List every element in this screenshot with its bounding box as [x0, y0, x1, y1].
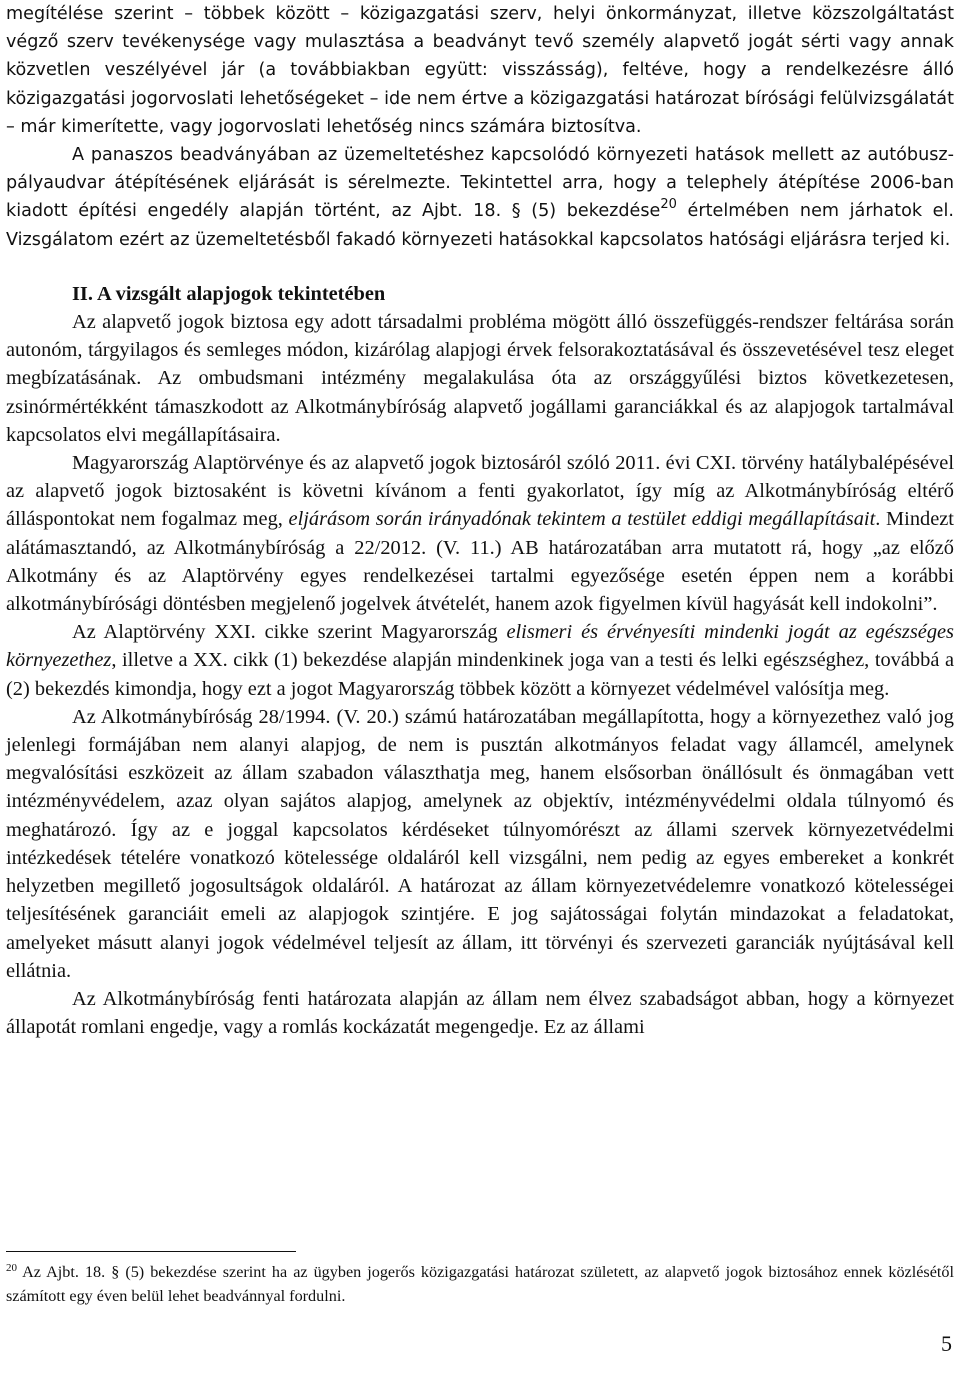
- paragraph-complaint: [6, 141, 954, 254]
- paragraph-article-xxi: [6, 618, 954, 703]
- footnote-reference: 20: [660, 197, 677, 213]
- fundamental-law-italic: eljárásom során irányadónak tekintem a testület eddigi megállapításait: [288, 508, 876, 531]
- fundamental-law-text: Magyarország Alaptörvénye és az alapvető jogok biztosáról szóló 2011. évi CXI. törvény hatálybalépésével az alapvető jogok biztosaként is követni kívánom a fenti gyakorlatot, így míg az Alkotmánybíróság eltérő álláspontokat nem fogalmaz meg,: [6, 452, 954, 531]
- footnote: [6, 1260, 954, 1308]
- section-heading: [6, 280, 954, 308]
- body-text: [6, 0, 954, 1041]
- section-number: II.: [72, 282, 93, 305]
- paragraph-state-obligation: Az Alkotmánybíróság fenti határozata alapján az állam nem élvez szabadságot abban, hogy a környezet állapotát romlani engedje, vagy a romlás kockázatát megengedje. Ez az állami: [6, 987, 954, 1039]
- footnote-number: 20: [6, 1262, 17, 1274]
- complaint-exclusion: Tekintettel arra, hogy a telephely átépítése 2006-ban kiadott építési engedély alapján történt, az Ajbt. 18. § (5) bekezdése: [6, 173, 954, 222]
- article-xxi-italic: elismeri és érvényesíti mindenki jogát az egészséges környezethez: [6, 621, 954, 672]
- paragraph-constitutional-court-1994: Az Alkotmánybíróság 28/1994. (V. 20.) számú határozatában megállapította, hogy a környezethez való jog jelenlegi formájában nem alanyi alapjog, de nem is pusztán alkotmányos feladat vagy államcél, amelynek megvalósítási eszközeit az állam szabadon választhatja meg, hanem elsősorban önállósult és önmagában vett intézményvédelem, azaz olyan sajátos alapjog, amelynek az objektív, intézményvédelmi oldala túlnyomó és meghatározó. Így az e joggal kapcsolatos kérdéseket túlnyomórészt az állami szervek környezetvédelmi intézkedések tételére vonatkozó kötelessége oldaláról kell vizsgálni, nem pedig az egyes embereket a konkrét helyzetben megillető jogosultságok oldaláról. A határozat az állam környezetvédelemre vonatkozó kötelességei teljesítésének garanciáit emeli az alapjogok szintjére. E jog sajátosságai folytán mindazokat a feladatokat, amelyeket másutt alanyi jogok védelmével teljesít az állam, itt törvényi és szervezeti garanciák nyújtásával kell ellátnia.: [6, 705, 954, 982]
- footnote-text: Az Ajbt. 18. § (5) bekezdése szerint ha az ügyben jogerős közigazgatási határozat született, az alapvető jogok biztosához ennek közlésétől számított egy éven belül lehet beadvánnyal fordulni.: [6, 1263, 954, 1305]
- paragraph-fundamental-law: [6, 449, 954, 618]
- paragraph-competence: megítélése szerint – többek között – közigazgatási szerv, helyi önkormányzat, illetve közszolgáltatást végző szerv tevékenysége vagy mulasztása a beadványt tevő személy alapvető jogát sérti vagy annak közvetlen veszélyével jár (a továbbiakban együtt: visszásság), feltéve, hogy a rendelkezésre álló közigazgatási jogorvoslati lehetőségeket – ide nem értve a közigazgatási határozat bírósági felülvizsgálatát – már kimerítette, vagy jogorvoslati lehetőség nincs számára biztosítva.: [6, 4, 954, 137]
- article-xxi-text: Az Alaptörvény XXI. cikke szerint Magyarország: [72, 621, 507, 644]
- complaint-exclusion-end: értelmében nem járhatok el.: [676, 201, 954, 222]
- section-title: A vizsgált alapjogok tekintetében: [92, 282, 386, 305]
- paragraph-ombudsman-method: Az alapvető jogok biztosa egy adott társadalmi probléma mögött álló összefüggés-rendszer feltárása során autonóm, tárgyilagos és semleges módon, kizárólag alapjogi érvek felsorakoztatásával és összevetésével tesz eleget megbízatásának. Az ombudsmani intézmény megalakulása óta az országgyűlési biztos következetesen, zsinórmértékként támaszkodott az Alkotmánybíróság alapvető jogállami garanciákkal és az alapjogok tartalmával kapcsolatos elvi megállapításaira.: [6, 311, 954, 446]
- page-number: 5: [941, 1331, 952, 1356]
- complaint-scope: Vizsgálatom ezért az üzemeltetésből fakadó környezeti hatásokkal kapcsolatos hatósági eljárásra terjed ki.: [6, 229, 951, 250]
- footnote-separator: [6, 1251, 296, 1252]
- complaint-sentence: A panaszos beadványában az üzemeltetéshez kapcsolódó környezeti hatások mellett az autóbusz-pályaudvar átépítésének eljárását is sérelmezte.: [6, 145, 954, 194]
- fundamental-law-continuation: . Mindezt alátámasztandó, az Alkotmánybíróság a 22/2012. (V. 11.) AB határozatában arra mutatott rá, hogy „az előző Alkotmány és az Alaptörvény egyes rendelkezései tartalmi egyezősége esetén éppen nem a korábbi alkotmánybírósági döntésben megjelenő jogelvek átvételét, hanem azok figyelmen kívül hagyását kell indokolni”.: [6, 508, 954, 616]
- article-xxi-continuation: , illetve a XX. cikk (1) bekezdése alapján mindenkinek joga van a testi és lelki egészséghez, továbbá a (2) bekezdés kimondja, hogy ezt a jogot Magyarország többek között a környezet védelmével valósítja meg.: [6, 649, 954, 700]
